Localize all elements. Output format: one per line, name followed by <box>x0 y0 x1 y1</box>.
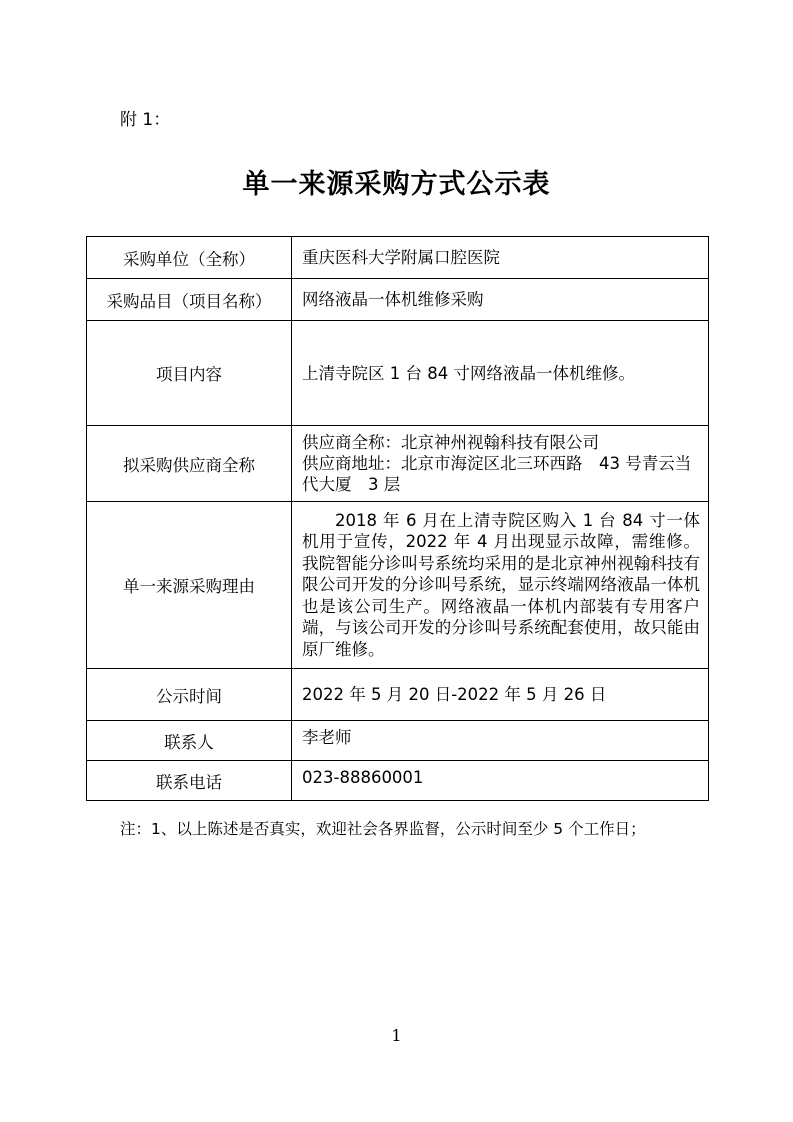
reason-label: 单一来源采购理由 <box>87 502 292 669</box>
contact-label: 联系人 <box>87 721 292 761</box>
publicity-table <box>86 236 709 801</box>
page-number: 1 <box>391 1026 402 1045</box>
table-row-content <box>87 321 709 426</box>
supplier-label: 拟采购供应商全称 <box>87 426 292 502</box>
table-row-period <box>87 669 709 721</box>
phone-label: 联系电话 <box>87 761 292 801</box>
table-row-item <box>87 279 709 321</box>
table-row-contact <box>87 721 709 761</box>
item-value: 网络液晶一体机维修采购 <box>292 279 709 321</box>
item-label: 采购品目（项目名称） <box>87 279 292 321</box>
table-row-phone <box>87 761 709 801</box>
supplier-address-line: 供应商地址：北京市海淀区北三环西路 43 号青云当代大厦 3 层 <box>302 454 692 494</box>
contact-value: 李老师 <box>292 721 709 761</box>
footnote: 注：1、以上陈述是否真实，欢迎社会各界监督，公示时间至少 5 个工作日； <box>120 820 646 838</box>
document-title: 单一来源采购方式公示表 <box>242 169 551 200</box>
period-label: 公示时间 <box>87 669 292 721</box>
table-row-reason <box>87 502 709 669</box>
unit-label: 采购单位（全称） <box>87 237 292 279</box>
phone-value: 023-88860001 <box>292 761 709 801</box>
supplier-value <box>292 426 709 502</box>
period-value: 2022 年 5 月 20 日-2022 年 5 月 26 日 <box>292 669 709 721</box>
reason-text: 2018 年 6 月在上清寺院区购入 1 台 84 寸一体机用于宣传，2022 年 4 月出现显示故障，需维修。我院智能分诊叫号系统均采用的是北京神州视翰科技有限公司开发的分诊叫号系统，显示终端网络液晶一体机也是该公司生产。网络液晶一体机内部装有专用客户端，与该公司开发的分诊叫号系统配套使用，故只能由原厂维修。 <box>302 510 700 659</box>
reason-value <box>292 502 709 669</box>
attachment-label: 附 1： <box>120 110 171 130</box>
content-label: 项目内容 <box>87 321 292 426</box>
content-value: 上清寺院区 1 台 84 寸网络液晶一体机维修。 <box>292 321 709 426</box>
unit-value: 重庆医科大学附属口腔医院 <box>292 237 709 279</box>
table-row-unit <box>87 237 709 279</box>
table-row-supplier <box>87 426 709 502</box>
supplier-name-line: 供应商全称：北京神州视翰科技有限公司 <box>302 433 599 452</box>
